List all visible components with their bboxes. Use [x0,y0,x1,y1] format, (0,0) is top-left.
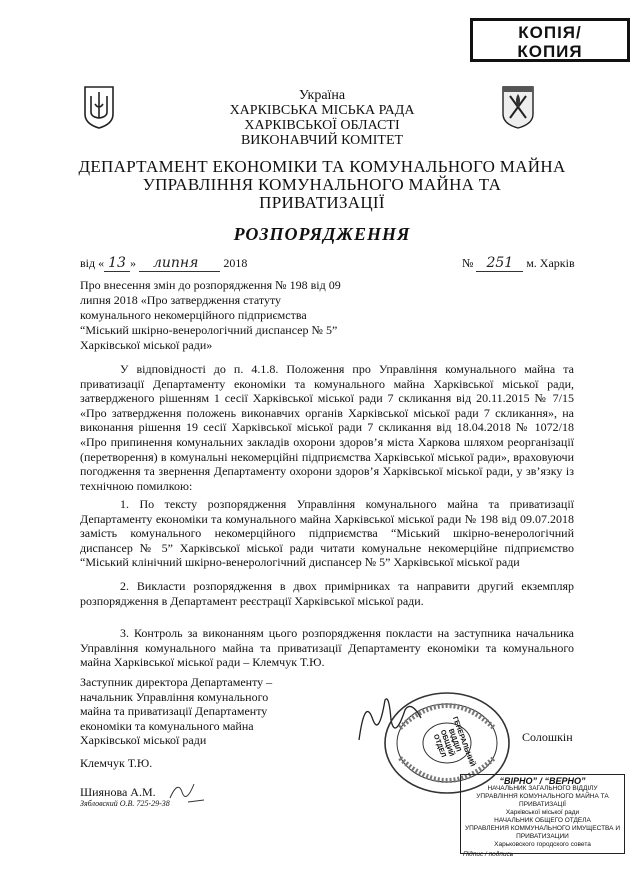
verified-stamp [460,774,625,858]
verified-line: УПРАВЛІННЯ КОМУНАЛЬНОГО МАЙНА ТА ПРИВАТИЗАЦІЇ [476,793,609,808]
verified-line: Харківської міської ради [505,809,580,816]
position-line: Заступник директора Департаменту – [80,675,273,689]
city: м. Харків [526,256,575,270]
position-line: майна та приватизації Департаменту [80,704,268,718]
body-paragraph-3: 2. Викласти розпорядження в двох примірниках та направити другий екземпляр розпорядження в Департамент реєстрації Харківської міської ради. [80,579,574,608]
executor-small: Зябловский О.В. 725-29-38 [80,799,170,808]
verified-label: “ВІРНО” / “ВЕРНО” [499,776,586,786]
document-subject: Про внесення змін до розпорядження № 198 від 09 липня 2018 «Про затвердження статуту комунального некомерційного підприємства “Міський шкірно-венерологічний диспансер № 5” Харківської міської ради» [80,278,341,352]
verified-line: УПРАВЛЕНИЯ КОММУНАЛЬНОГО ИМУЩЕСТВА И ПРИВАТИЗАЦИИ [465,825,620,840]
round-seal-text: ГЕНЕРАЛЬНИЙ ВІДДІЛ ОБЩИЙ ОТДЕЛ [431,715,476,768]
department-line-3: ПРИВАТИЗАЦІЇ [259,193,385,212]
number-value: 251 [476,255,523,272]
document-number [462,256,575,270]
position-line: економіки та комунального майна [80,718,254,733]
date-year: 2018 [223,256,248,270]
body-paragraph-2: 1. По тексту розпорядження Управління комунального майна та приватизації Департаменту економіки та комунального майна Харківської міської ради № 198 від 09.07.2018 замість комунального некомерційного підприємства “Міський шкірно-венерологічний диспансер № 5” Харківської міської ради читати комунальне некомерційне підприємство “Міський клінічний шкірно-венерологічний диспансер № 5” Харківської міської ради [80,497,574,570]
date-mid: » [129,256,139,270]
verified-line: Харьковского городского совета [494,841,591,848]
header-country: Україна [298,88,346,103]
copy-stamp-line2: КОПИЯ [517,42,583,61]
header-council: ХАРКІВСЬКА МІСЬКА РАДА [229,103,415,118]
date-day: 13 [104,255,130,272]
number-prefix: № [462,256,474,270]
department-line-1: ДЕПАРТАМЕНТ ЕКОНОМІКИ ТА КОМУНАЛЬНОГО МАЙНА [78,157,566,176]
verified-line: НАЧАЛЬНИК ЗАГАЛЬНОГО ВІДДІЛУ [487,785,598,792]
copy-stamp-line1: КОПІЯ/ [518,23,582,42]
body-paragraph-1: У відповідності до п. 4.1.8. Положення про Управління комунального майна та приватизації Департаменту економіки та комунального майна Харківської міської ради, затвердженого рішенням 1 сесії Харківської міської ради 7 скликання від 20.11.2015 № 7/15 «Про затвердження положень виконавчих органів Харківської міської ради 7 скликання», на виконання рішення 19 сесії Харківської міської ради 7 скликання від 18.04.2018 № 1072/18 «Про припинення комунальних закладів охорони здоров’я міста Харкова шляхом реорганізації (перетворення) в комунальні некомерційні підприємства Харківської міської ради», враховуючи погодження та звернення Департаменту охорони здоров’я Харківської міської ради, у зв’язку із технічною помилкою: [80,362,574,493]
verified-line: НАЧАЛЬНИК ОБЩЕГО ОТДЕЛА [494,817,591,824]
position-line: Харківської міської ради [80,733,207,747]
department-line-2: УПРАВЛІННЯ КОМУНАЛЬНОГО МАЙНА ТА [142,175,502,194]
document-title: РОЗПОРЯДЖЕННЯ [233,224,411,244]
agreed-by: Клемчук Т.Ю. [80,756,153,770]
copy-stamp [470,18,630,62]
header-committee: ВИКОНАВЧИЙ КОМІТЕТ [240,133,404,148]
date-prefix: від « [80,256,105,270]
date-month: липня [139,255,220,272]
signature-position [80,675,310,748]
header-region: ХАРКІВСЬКОЇ ОБЛАСТІ [244,118,400,133]
verified-footer: Підпис / подпись [463,851,514,858]
initials-signature-icon [168,778,208,806]
position-line: начальник Управління комунального [80,689,269,704]
signer-name: Солошкін [522,730,573,744]
executor: Шиянова А.М. [80,785,156,799]
body-paragraph-4: 3. Контроль за виконанням цього розпорядження покласти на заступника начальника Управління комунального майна та приватизації Департаменту економіки та комунального майна Харківської міської ради – Клемчук Т.Ю. [80,626,574,670]
document-date [80,256,247,270]
